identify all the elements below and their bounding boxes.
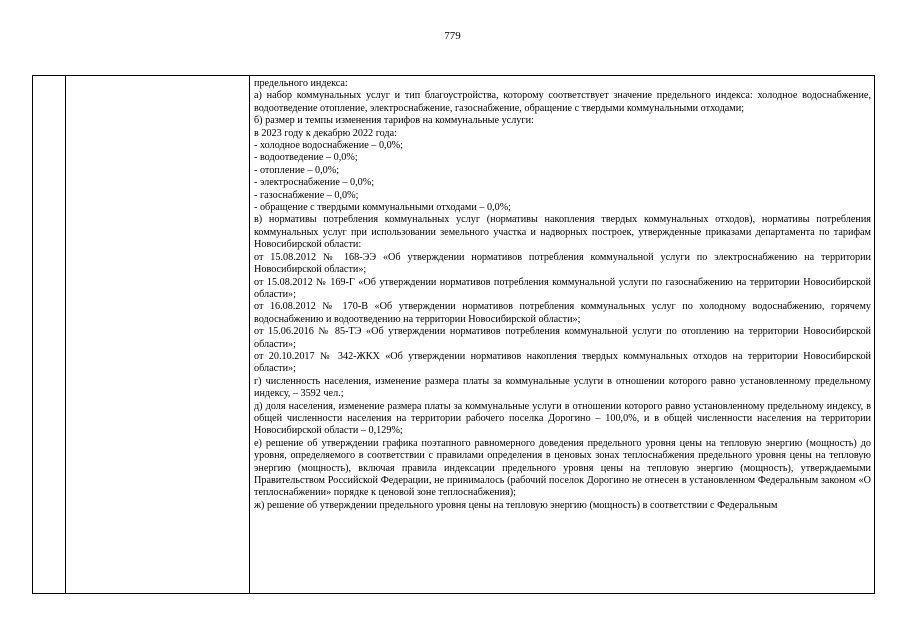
table-cell-content — [250, 76, 875, 594]
paragraph: предельного индекса: — [254, 78, 348, 89]
paragraph: ж) решение об утверждении предельного уровня цены на тепловую энергию (мощность) в соответствии с Федеральным — [254, 499, 778, 511]
paragraph: а) набор коммунальных услуг и тип благоустройства, которому соответствует значение предельного индекса: холодное водоснабжение, водоотведение отопление, электроснабжение, газоснабжение, обращение с твердыми коммунальными отходами; — [254, 90, 871, 114]
paragraph: д) доля населения, изменение размера платы за коммунальные услуги в отношении которого равно установленному предельному индексу, в общей численности населения на территории рабочего поселка Дорогино – 100,0%, и в общей численности населения на территории Новосибирской области – 0,129%; — [254, 400, 871, 437]
content-text — [250, 76, 874, 512]
paragraph: от 15.08.2012 № 168-ЭЭ «Об утверждении нормативов потребления коммунальной услуги по электроснабжению на территории Новосибирской области»; — [254, 251, 871, 276]
table-row — [33, 76, 875, 594]
paragraph: - водоотведение – 0,0%; — [254, 152, 358, 164]
paragraph: от 15.06.2016 № 85-ТЭ «Об утверждении нормативов потребления коммунальной услуги по отоплению на территории Новосибирской области»; — [254, 326, 871, 350]
page-number: 779 — [444, 30, 461, 42]
paragraph: б) размер и темпы изменения тарифов на коммунальные услуги: — [254, 115, 534, 127]
paragraph: от 20.10.2017 № 342-ЖКХ «Об утверждении нормативов накопления твердых коммунальных отходов на территории Новосибирской области»; — [254, 350, 871, 375]
paragraph: от 15.08.2012 № 169-Г «Об утверждении нормативов потребления коммунальной услуги по газоснабжению на территории Новосибирской области»; — [254, 276, 871, 300]
paragraph: - отопление – 0,0%; — [254, 164, 340, 176]
paragraph: от 16.08.2012 № 170-В «Об утверждении нормативов потребления коммунальных услуг по холодному водоснабжению, горячему водоснабжению и водоотведению на территории Новосибирской области»; — [254, 301, 871, 325]
document-table — [32, 75, 875, 594]
paragraph: в) нормативы потребления коммунальных услуг (нормативы накопления твердых коммунальных отходов), нормативы потребления коммунальных услуг при использовании земельного участка и надворных построек, утвержденные приказами департамента по тарифам Новосибирской области: — [254, 214, 871, 251]
paragraph: - холодное водоснабжение – 0,0%; — [254, 140, 403, 152]
paragraph: в 2023 году к декабрю 2022 года: — [254, 127, 397, 139]
paragraph: е) решение об утверждении графика поэтапного равномерного доведения предельного уровня цены на тепловую энергию (мощность) до уровня, определяемого в соответствии с правилами определения в ценовых зонах теплоснабжения предельного уровня цены на тепловую энергию (мощность), включая правила индексации предельного уровня цены на тепловую энергию (мощность), утверждаемыми Правительством Российской Федерации, не принималось (рабочий поселок Дорогино не отнесен в установленном Федеральным законом «О теплоснабжении» порядке к ценовой зоне теплоснабжения); — [254, 437, 871, 499]
paragraph: - газоснабжение – 0,0%; — [254, 189, 359, 201]
paragraph: - электроснабжение – 0,0%; — [254, 177, 375, 189]
table-cell-name — [66, 76, 250, 594]
table-cell-index — [33, 76, 66, 594]
paragraph: г) численность населения, изменение размера платы за коммунальные услуги в отношении которого равно установленному предельному индексу, – 3592 чел.; — [254, 375, 871, 400]
paragraph: - обращение с твердыми коммунальными отходами – 0,0%; — [254, 202, 512, 214]
